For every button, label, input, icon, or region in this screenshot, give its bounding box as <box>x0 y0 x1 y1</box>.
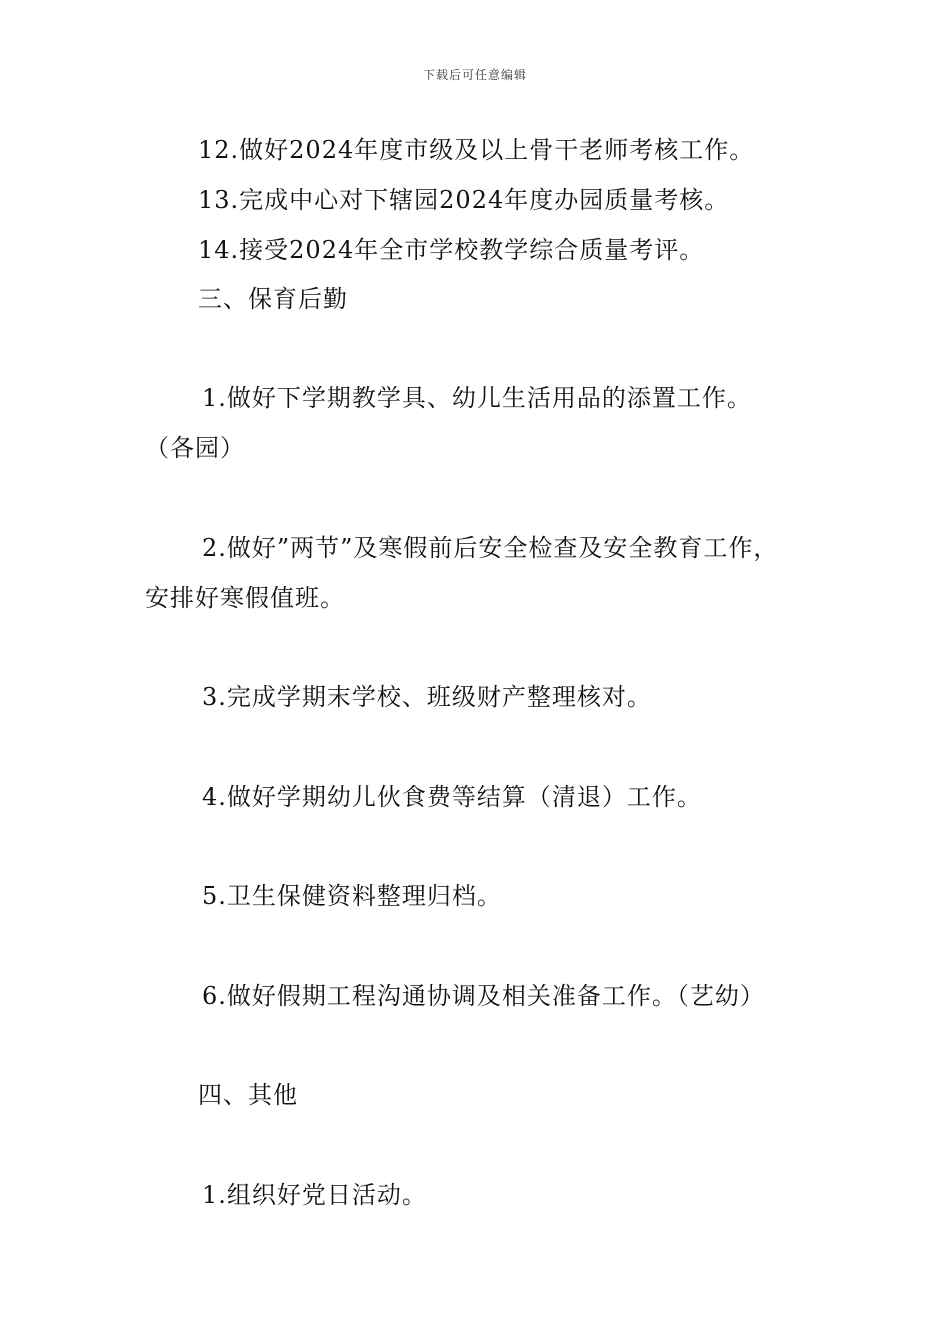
logistics-item-5: 5.卫生保健资料整理归档。 <box>202 882 502 910</box>
logistics-item-3: 3.完成学期末学校、班级财产整理核对。 <box>202 683 652 711</box>
logistics-item-4: 4.做好学期幼儿伙食费等结算（清退）工作。 <box>202 783 702 811</box>
item-13: 13.完成中心对下辖园2024年度办园质量考核。 <box>198 186 730 214</box>
item-12: 12.做好2024年度市级及以上骨干老师考核工作。 <box>198 136 755 164</box>
item-14: 14.接受2024年全市学校教学综合质量考评。 <box>198 236 705 264</box>
section-heading-4: 四、其他 <box>198 1081 298 1109</box>
logistics-item-2-cont: 安排好寒假值班。 <box>145 584 345 612</box>
logistics-item-1-cont: （各园） <box>145 434 245 462</box>
logistics-item-6: 6.做好假期工程沟通协调及相关准备工作。（艺幼） <box>202 982 765 1010</box>
page-header: 下载后可任意编辑 <box>422 68 527 82</box>
logistics-item-1: 1.做好下学期教学具、幼儿生活用品的添置工作。 <box>202 384 752 412</box>
section-heading-3: 三、保育后勤 <box>198 285 348 313</box>
logistics-item-2: 2.做好”两节”及寒假前后安全检查及安全教育工作， <box>202 534 779 562</box>
other-item-1: 1.组织好党日活动。 <box>202 1181 427 1209</box>
